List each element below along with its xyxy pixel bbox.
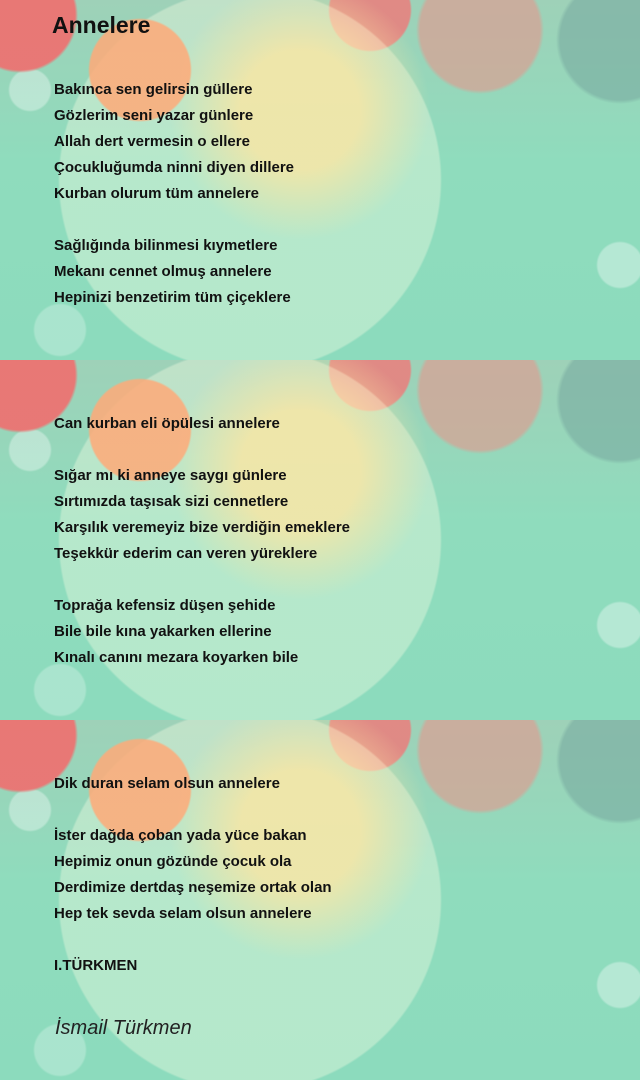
stanza-block-2	[54, 411, 350, 671]
poem-line: Allah dert vermesin o ellere	[54, 133, 250, 150]
stanza-block-1	[54, 77, 294, 311]
poem-author[interactable]: İsmail Türkmen	[55, 1017, 192, 1039]
blank-line	[54, 567, 350, 593]
poem-signature: I.TÜRKMEN	[54, 957, 138, 974]
poem-line: Kurban olurum tüm annelere	[54, 185, 260, 202]
poem-line: Toprağa kefensiz düşen şehide	[54, 597, 276, 614]
poem-line: Sırtımızda taşısak sizi cennetlere	[54, 493, 289, 510]
poem-line: Kınalı canını mezara koyarken bile	[54, 649, 299, 666]
poem-line: Sağlığında bilinmesi kıymetlere	[54, 237, 278, 254]
blank-line	[54, 797, 332, 823]
blank-line	[54, 927, 332, 953]
poem-line: Hep tek sevda selam olsun annelere	[54, 905, 312, 922]
poem-line: Bakınca sen gelirsin güllere	[54, 81, 253, 98]
poem-line: Dik duran selam olsun annelere	[54, 775, 280, 792]
poem-line: Teşekkür ederim can veren yüreklere	[54, 545, 318, 562]
poem-line: İster dağda çoban yada yüce bakan	[54, 827, 307, 844]
poem-line: Can kurban eli öpülesi annelere	[54, 415, 280, 432]
poem-title: Annelere	[52, 12, 151, 38]
poem-line: Çocukluğumda ninni diyen dillere	[54, 159, 295, 176]
poem-panel-1	[0, 0, 640, 360]
blank-line	[54, 437, 350, 463]
poem-line: Karşılık veremeyiz bize verdiğin emeklere	[54, 519, 350, 536]
poem-line: Bile bile kına yakarken ellerine	[54, 623, 272, 640]
poem-panel-3	[0, 720, 640, 1080]
blank-line	[54, 207, 294, 233]
poem-line: Mekanı cennet olmuş annelere	[54, 263, 272, 280]
poem-line: Sığar mı ki anneye saygı günlere	[54, 467, 287, 484]
poem-line: Hepimiz onun gözünde çocuk ola	[54, 853, 292, 870]
stanza-block-3	[54, 771, 332, 979]
poem-panel-2	[0, 360, 640, 720]
poem-line: Gözlerim seni yazar günlere	[54, 107, 254, 124]
poem-line: Hepinizi benzetirim tüm çiçeklere	[54, 289, 291, 306]
poem-line: Derdimize dertdaş neşemize ortak olan	[54, 879, 332, 896]
